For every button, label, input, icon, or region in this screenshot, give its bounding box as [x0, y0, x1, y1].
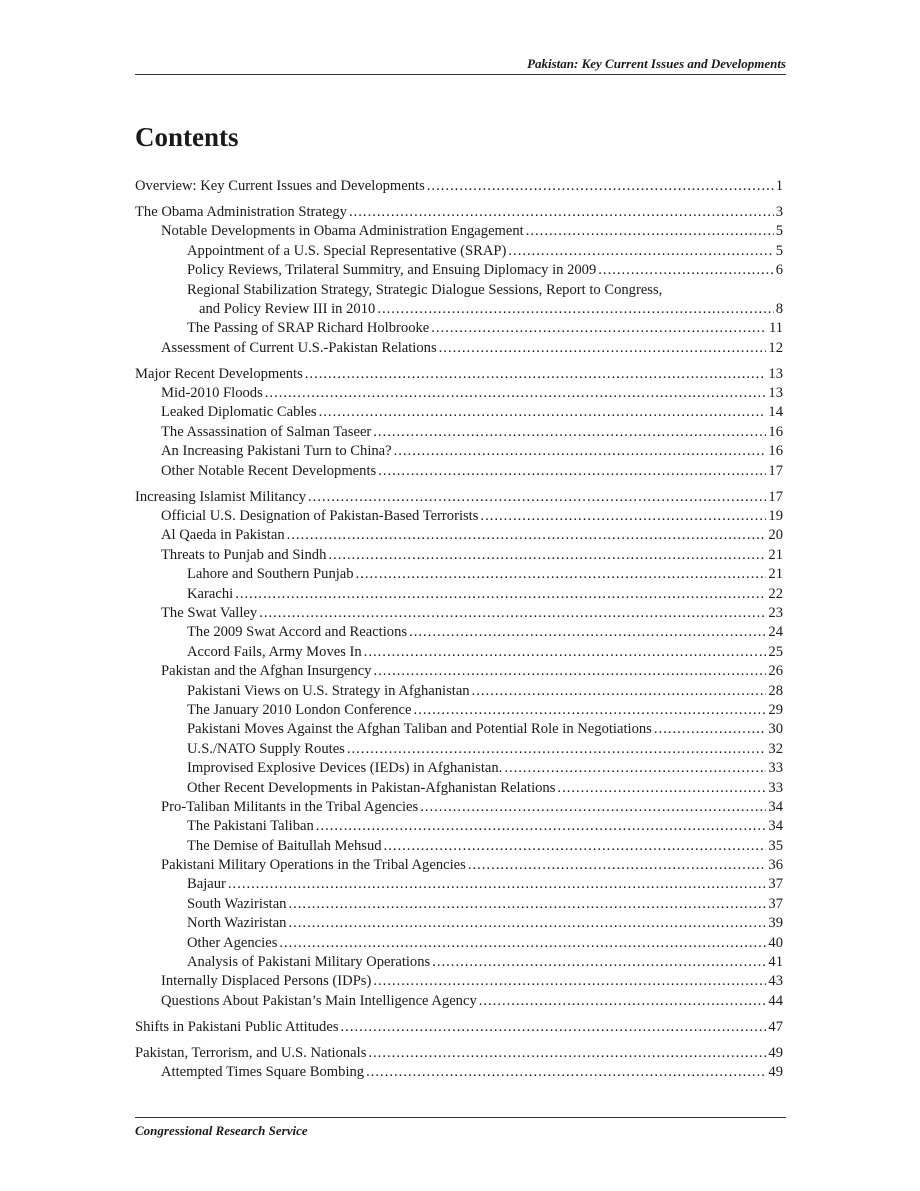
toc-entry-floods[interactable]: Mid-2010 Floods ..... 13	[135, 384, 783, 403]
toc-entry-pak-afghan-relations[interactable]: Other Recent Developments in Pakistan-Afghanistan Relations ..... 33	[135, 779, 783, 798]
toc-entry-regional-stabilization-cont[interactable]: and Policy Review III in 2010 ..... 8	[135, 300, 783, 319]
toc-entry-swat[interactable]: The Swat Valley ..... 23	[135, 604, 783, 623]
toc-entry-public-attitudes[interactable]: Shifts in Pakistani Public Attitudes ..... 47	[135, 1018, 783, 1037]
toc-entry-idps[interactable]: Internally Displaced Persons (IDPs) ..... 43	[135, 972, 783, 991]
toc-entry-pakistani-taliban[interactable]: The Pakistani Taliban ..... 34	[135, 817, 783, 836]
toc-entry-islamist-militancy[interactable]: Increasing Islamist Militancy ..... 17	[135, 488, 783, 507]
toc-entry-designation[interactable]: Official U.S. Designation of Pakistan-Based Terrorists ..... 19	[135, 507, 783, 526]
page-title: Contents	[135, 122, 239, 152]
toc-entry-afghan-insurgency[interactable]: Pakistan and the Afghan Insurgency ..... 26	[135, 662, 783, 681]
running-header: Pakistan: Key Current Issues and Developments	[135, 56, 786, 75]
toc-entry-cables[interactable]: Leaked Diplomatic Cables ..... 14	[135, 403, 783, 422]
toc-entry-punjab-sindh[interactable]: Threats to Punjab and Sindh ..... 21	[135, 546, 783, 565]
toc-entry-regional-stabilization[interactable]: Regional Stabilization Strategy, Strategic Dialogue Sessions, Report to Congress,	[187, 281, 663, 298]
toc-entry-major-developments[interactable]: Major Recent Developments ..... 13	[135, 365, 783, 384]
toc-entry-views-us-strategy[interactable]: Pakistani Views on U.S. Strategy in Afghanistan ..... 28	[135, 682, 783, 701]
toc-entry-ieds[interactable]: Improvised Explosive Devices (IEDs) in Afghanistan. ..... 33	[135, 759, 783, 778]
toc-entry-analysis-operations[interactable]: Analysis of Pakistani Military Operations ..... 41	[135, 953, 783, 972]
table-of-contents	[135, 177, 783, 1083]
toc-entry-supply-routes[interactable]: U.S./NATO Supply Routes ..... 32	[135, 740, 783, 759]
toc-entry-times-square[interactable]: Attempted Times Square Bombing ..... 49	[135, 1063, 783, 1082]
toc-entry-london-conference[interactable]: The January 2010 London Conference ..... 29	[135, 701, 783, 720]
toc-entry-swat-accord[interactable]: The 2009 Swat Accord and Reactions ..... 24	[135, 623, 783, 642]
toc-entry-mehsud[interactable]: The Demise of Baitullah Mehsud ..... 35	[135, 837, 783, 856]
toc-entry-bajaur[interactable]: Bajaur ..... 37	[135, 875, 783, 894]
toc-entry-al-qaeda[interactable]: Al Qaeda in Pakistan ..... 20	[135, 526, 783, 545]
toc-entry-assessment[interactable]: Assessment of Current U.S.-Pakistan Relations ..... 12	[135, 339, 783, 358]
toc-entry-obama-strategy[interactable]: The Obama Administration Strategy ..... 3	[135, 203, 783, 222]
toc-entry-karachi[interactable]: Karachi ..... 22	[135, 585, 783, 604]
toc-entry-intelligence-agency[interactable]: Questions About Pakistan’s Main Intelligence Agency ..... 44	[135, 992, 783, 1011]
toc-entry-overview[interactable]: Overview: Key Current Issues and Developments ..... 1	[135, 177, 783, 196]
toc-entry-srap-appointment[interactable]: Appointment of a U.S. Special Representative (SRAP) ..... 5	[135, 242, 783, 261]
toc-entry-lahore[interactable]: Lahore and Southern Punjab ..... 21	[135, 565, 783, 584]
toc-entry-pro-taliban[interactable]: Pro-Taliban Militants in the Tribal Agencies ..... 34	[135, 798, 783, 817]
toc-entry-other-agencies[interactable]: Other Agencies ..... 40	[135, 934, 783, 953]
toc-entry-holbrooke[interactable]: The Passing of SRAP Richard Holbrooke ..... 11	[135, 319, 783, 338]
toc-entry-notable-developments[interactable]: Notable Developments in Obama Administration Engagement ..... 5	[135, 222, 783, 241]
toc-entry-taseer[interactable]: The Assassination of Salman Taseer ..... 16	[135, 423, 783, 442]
toc-entry-military-operations[interactable]: Pakistani Military Operations in the Tribal Agencies ..... 36	[135, 856, 783, 875]
toc-entry-accord-fails[interactable]: Accord Fails, Army Moves In ..... 25	[135, 643, 783, 662]
toc-entry-china[interactable]: An Increasing Pakistani Turn to China? ..... 16	[135, 442, 783, 461]
toc-entry-south-waziristan[interactable]: South Waziristan ..... 37	[135, 895, 783, 914]
toc-entry-policy-reviews[interactable]: Policy Reviews, Trilateral Summitry, and Ensuing Diplomacy in 2009 ..... 6	[135, 261, 783, 280]
toc-entry-terrorism-us-nationals[interactable]: Pakistan, Terrorism, and U.S. Nationals ..... 49	[135, 1044, 783, 1063]
toc-entry-moves-against-taliban[interactable]: Pakistani Moves Against the Afghan Taliban and Potential Role in Negotiations ..... 30	[135, 720, 783, 739]
toc-entry-north-waziristan[interactable]: North Waziristan ..... 39	[135, 914, 783, 933]
toc-entry-other-notable[interactable]: Other Notable Recent Developments ..... 17	[135, 462, 783, 481]
page-footer: Congressional Research Service	[135, 1117, 786, 1139]
